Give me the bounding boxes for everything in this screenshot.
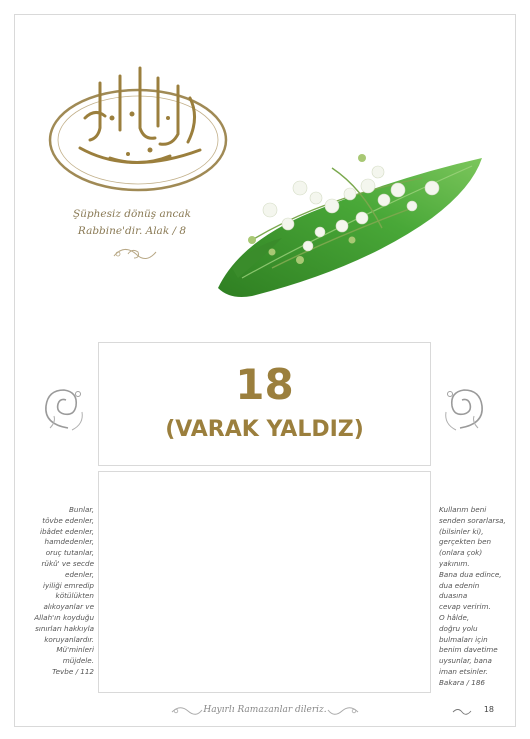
verse-line: müjdele. <box>62 656 94 666</box>
verse-line: koruyanlardır. <box>44 634 94 644</box>
page-number: 18 <box>483 705 494 714</box>
verse-source: Tevbe / 112 <box>52 666 94 676</box>
day-label: (VARAK YALDIZ) <box>165 417 364 442</box>
verse-line: gerçekten ben <box>439 537 492 547</box>
verse-line: yakınım. <box>439 558 470 568</box>
day-number: 18 <box>235 360 294 409</box>
side-verse-left <box>20 505 94 678</box>
verse-line: cevap veririm. <box>439 602 491 612</box>
verse-line-2: Rabbine'dir. Alak / 8 <box>77 225 187 237</box>
verse-line: alıkoyanlar ve <box>43 602 94 612</box>
page-number-area <box>452 705 494 719</box>
verse-line: uysunlar, bana <box>439 656 492 666</box>
page-flourish-icon <box>452 707 472 717</box>
flourish-ornament-icon <box>110 242 160 266</box>
verse-line: iyiliği emredip <box>42 580 94 590</box>
verse-line: sınırları hakkıyla <box>35 623 94 633</box>
swirl-ornament-left-icon <box>38 384 86 434</box>
verse-line: Mü'minleri <box>56 645 94 655</box>
verse-reference <box>52 206 212 240</box>
swirl-ornament-right-icon <box>442 384 490 434</box>
verse-line: O hâlde, <box>439 612 470 622</box>
verse-line: Allah'ın koyduğu <box>34 612 94 622</box>
verse-source: Bakara / 186 <box>439 677 485 687</box>
verse-line: kötülükten <box>55 591 94 601</box>
verse-line: dua edenin <box>439 580 480 590</box>
date-box <box>98 342 431 466</box>
side-verse-right <box>439 505 517 689</box>
verse-line: ibâdet edenler, <box>39 526 94 536</box>
footer-flourish-right-icon <box>326 704 360 718</box>
verse-line: rükû' ve secde <box>41 558 94 568</box>
footer-greeting <box>170 702 360 722</box>
verse-line: Bana dua edince, <box>439 569 502 579</box>
notes-box <box>98 471 431 693</box>
verse-line: Bunlar, <box>68 505 94 514</box>
footer-text: Hayırlı Ramazanlar dileriz. <box>203 705 327 715</box>
calligraphy-emblem <box>40 58 236 208</box>
verse-line: Kullarım beni <box>439 505 487 514</box>
verse-line-1: Şüphesiz dönüş ancak <box>72 208 192 220</box>
verse-line: iman etsinler. <box>439 666 488 676</box>
verse-line: edenler, <box>65 569 94 579</box>
verse-line: duasına <box>439 591 468 601</box>
verse-line: hamdedenler, <box>44 537 94 547</box>
verse-line: doğru yolu <box>439 623 478 633</box>
verse-line: senden sorarlarsa, <box>439 515 506 525</box>
verse-line: oruç tutanlar, <box>45 548 94 558</box>
verse-line: bulmaları için <box>439 634 488 644</box>
verse-line: (onlara çok) <box>439 548 483 558</box>
verse-line: (bilsinler ki), <box>439 526 484 536</box>
verse-line: benim davetime <box>439 645 498 655</box>
lily-of-the-valley-image <box>212 128 502 308</box>
verse-line: tövbe edenler, <box>42 515 94 525</box>
